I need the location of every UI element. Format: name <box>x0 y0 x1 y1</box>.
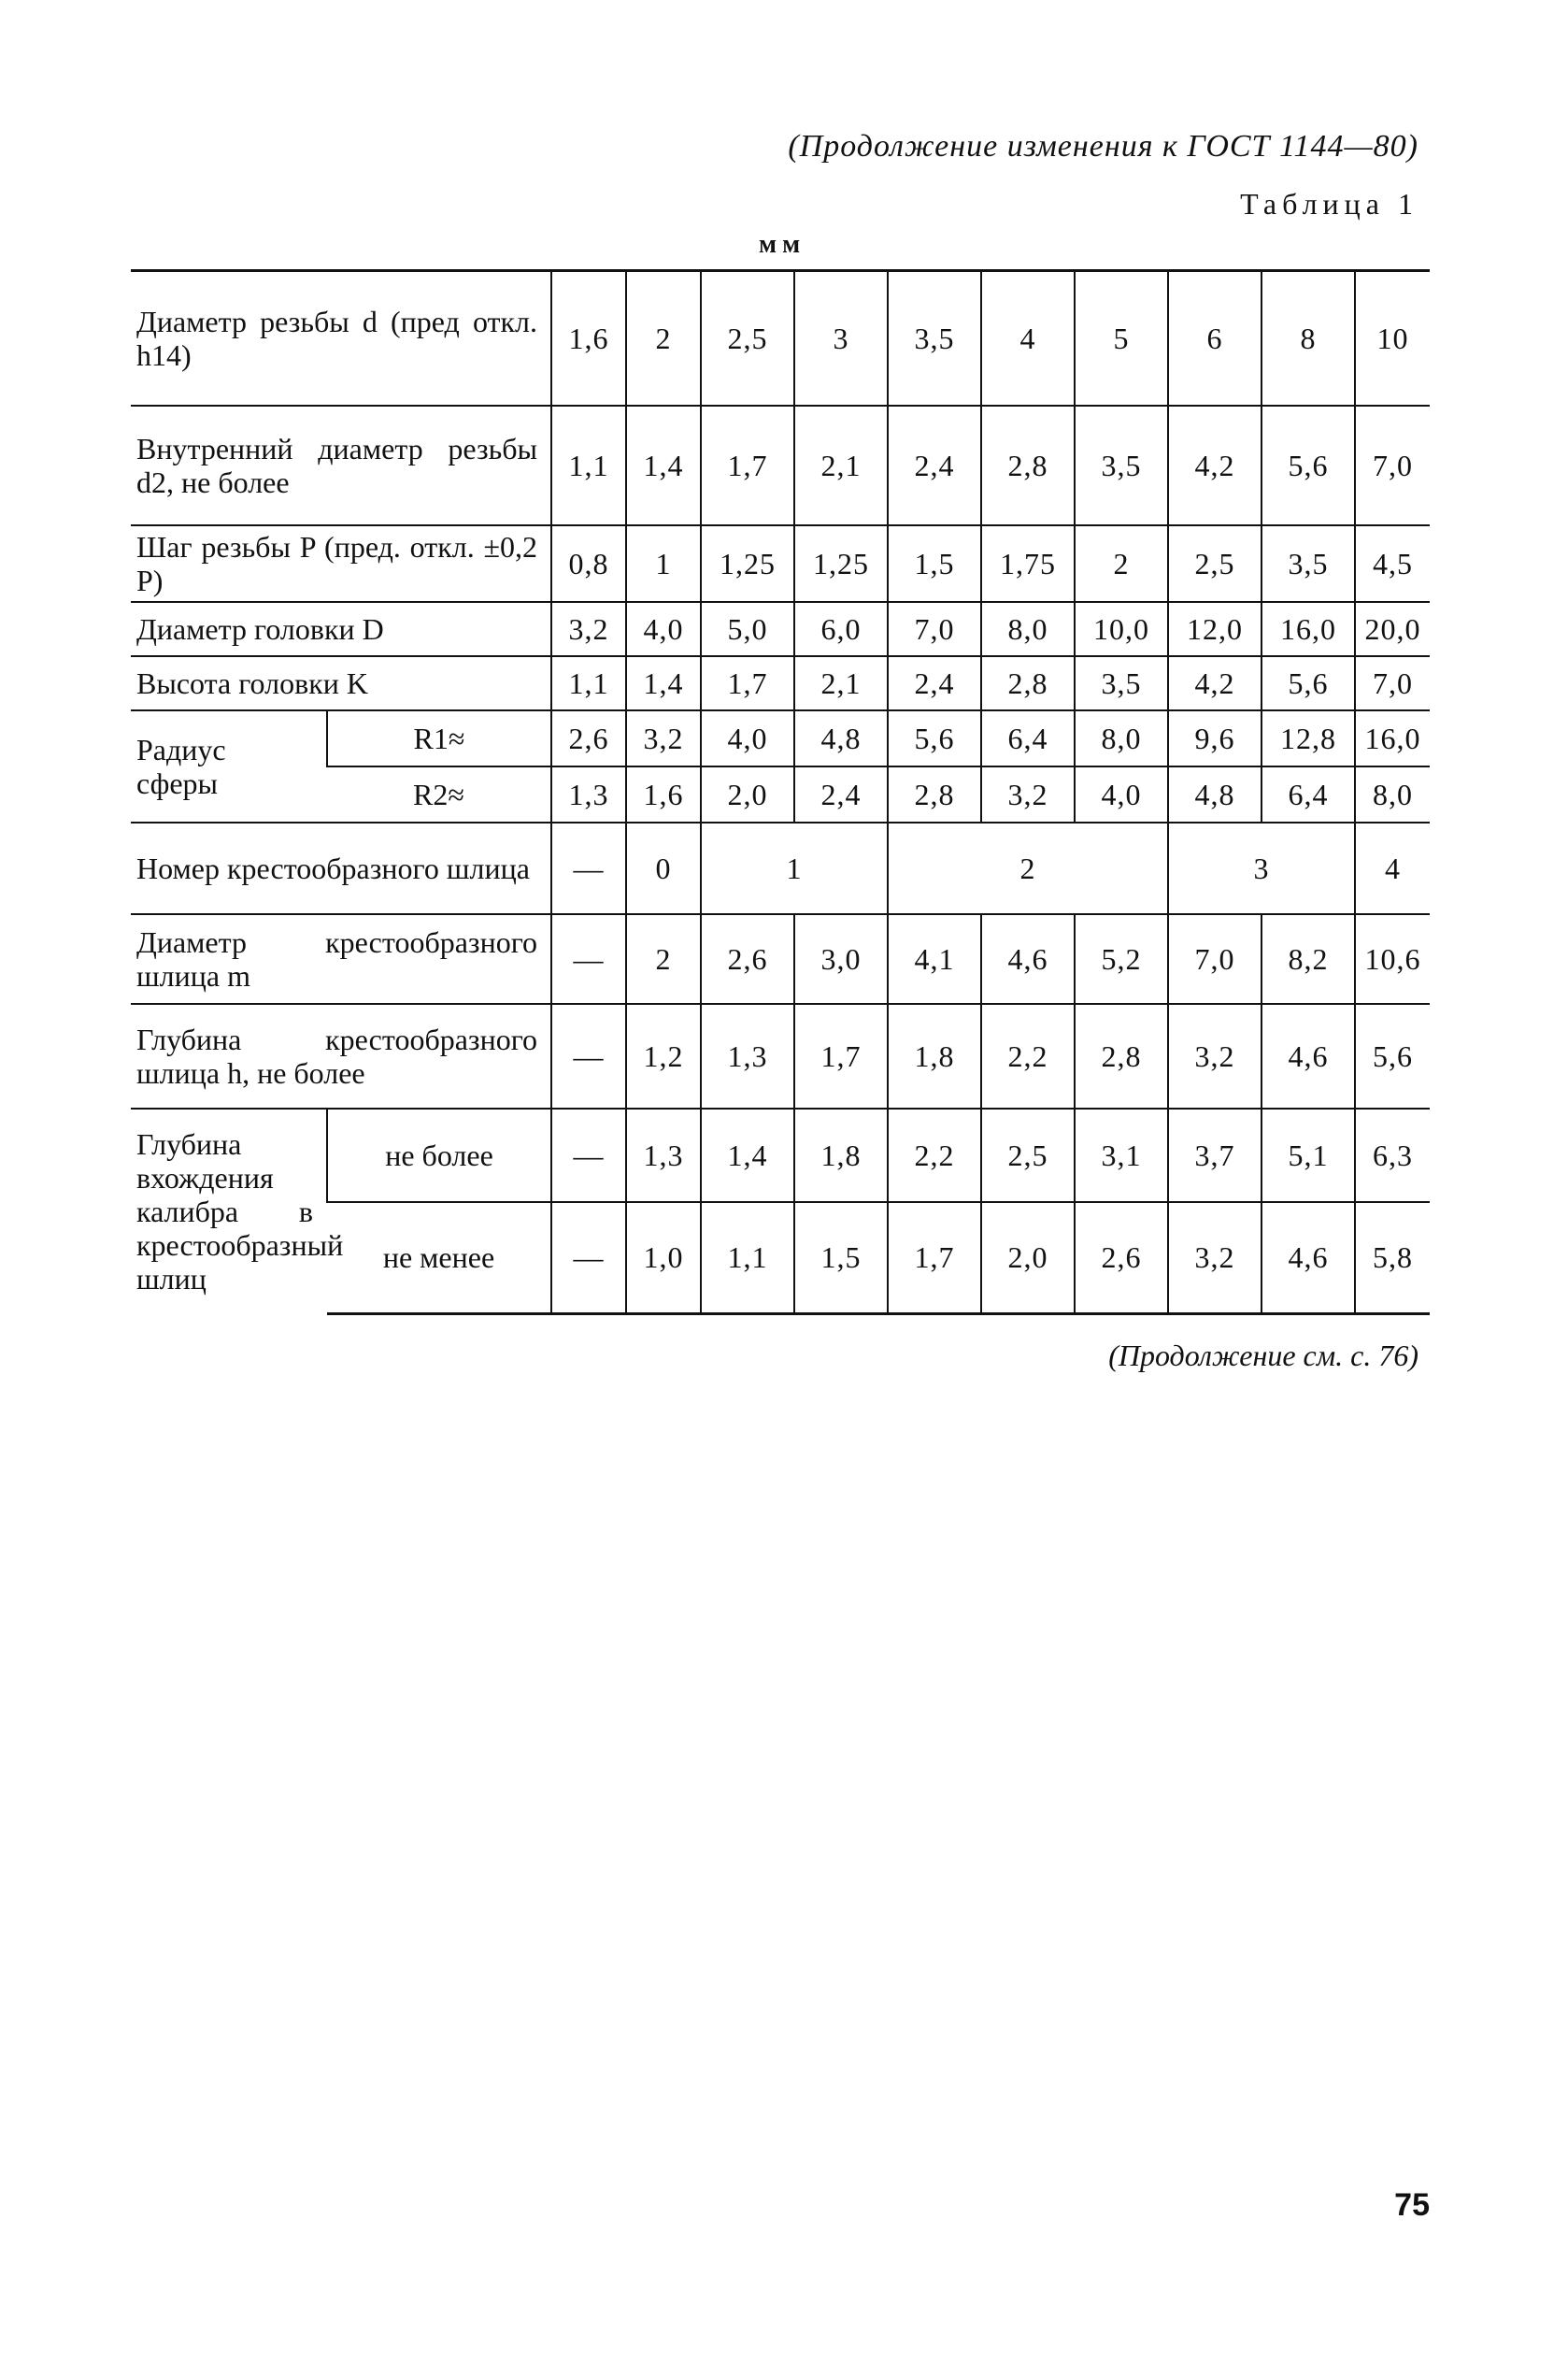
value-cell: 4,5 <box>1355 525 1430 602</box>
value-cell: 1,5 <box>888 525 981 602</box>
row-label: Внутренний диаметр резьбы d2, не более <box>131 406 551 525</box>
table-row <box>131 710 1430 766</box>
value-cell: 2,6 <box>701 914 794 1004</box>
value-cell: 16,0 <box>1262 602 1355 656</box>
value-cell: 2,6 <box>1075 1202 1168 1314</box>
value-cell: 6 <box>1168 271 1262 406</box>
table-row <box>131 271 1430 406</box>
sphere-radius-label: Радиус сферы <box>131 710 327 823</box>
row-label: Высота головки K <box>131 656 551 710</box>
value-cell: 3,5 <box>1262 525 1355 602</box>
value-cell: 2,8 <box>888 766 981 823</box>
value-cell: 1 <box>701 823 888 914</box>
value-cell: — <box>551 1202 626 1314</box>
value-cell: 3,1 <box>1075 1109 1168 1202</box>
value-cell: 4 <box>1355 823 1430 914</box>
value-cell: 1,8 <box>794 1109 888 1202</box>
value-cell: — <box>551 823 626 914</box>
value-cell: 4,6 <box>1262 1202 1355 1314</box>
value-cell: 8,0 <box>1075 710 1168 766</box>
value-cell: 5,1 <box>1262 1109 1355 1202</box>
value-cell: 4,0 <box>701 710 794 766</box>
value-cell: 7,0 <box>1168 914 1262 1004</box>
value-cell: 3 <box>1168 823 1355 914</box>
value-cell: 20,0 <box>1355 602 1430 656</box>
value-cell: 7,0 <box>1355 406 1430 525</box>
value-cell: 2,2 <box>981 1004 1075 1109</box>
value-cell: 2,2 <box>888 1109 981 1202</box>
value-cell: 3,2 <box>1168 1202 1262 1314</box>
value-cell: 6,3 <box>1355 1109 1430 1202</box>
value-cell: 2,1 <box>794 656 888 710</box>
value-cell: 3,2 <box>1168 1004 1262 1109</box>
gost-dimensions-table <box>131 269 1430 1315</box>
value-cell: 2 <box>626 271 701 406</box>
value-cell: 2,6 <box>551 710 626 766</box>
value-cell: 3,2 <box>551 602 626 656</box>
value-cell: 1,7 <box>794 1004 888 1109</box>
continuation-header: (Продолжение изменения к ГОСТ 1144—80) <box>788 129 1418 164</box>
value-cell: 8,2 <box>1262 914 1355 1004</box>
value-cell: 4,8 <box>1168 766 1262 823</box>
value-cell: 10 <box>1355 271 1430 406</box>
min-label: не менее <box>327 1202 551 1314</box>
table-row <box>131 1004 1430 1109</box>
value-cell: 2,8 <box>981 406 1075 525</box>
value-cell: 2,8 <box>981 656 1075 710</box>
row-label: Шаг резьбы P (пред. откл. ±0,2 P) <box>131 525 551 602</box>
value-cell: 1,5 <box>794 1202 888 1314</box>
value-cell: 8,0 <box>1355 766 1430 823</box>
gauge-depth-label: Глубина вхождения калибра в крестообразный шлиц <box>131 1109 327 1314</box>
value-cell: 2,5 <box>1168 525 1262 602</box>
value-cell: 1 <box>626 525 701 602</box>
value-cell: 10,0 <box>1075 602 1168 656</box>
table-row <box>131 406 1430 525</box>
value-cell: 1,1 <box>551 656 626 710</box>
value-cell: 3,2 <box>981 766 1075 823</box>
value-cell: 5,6 <box>1262 406 1355 525</box>
value-cell: 1,4 <box>626 406 701 525</box>
table-row <box>131 914 1430 1004</box>
r1-label: R1≈ <box>327 710 551 766</box>
value-cell: 4,8 <box>794 710 888 766</box>
value-cell: 6,4 <box>981 710 1075 766</box>
value-cell: 1,6 <box>626 766 701 823</box>
value-cell: 1,4 <box>626 656 701 710</box>
value-cell: 4,2 <box>1168 406 1262 525</box>
thread-diameter-label: Диаметр резьбы d (пред откл. h14) <box>131 271 551 406</box>
value-cell: 10,6 <box>1355 914 1430 1004</box>
value-cell: 2,4 <box>888 656 981 710</box>
value-cell: 1,7 <box>701 656 794 710</box>
value-cell: 1,1 <box>701 1202 794 1314</box>
value-cell: 6,4 <box>1262 766 1355 823</box>
value-cell: 1,7 <box>888 1202 981 1314</box>
value-cell: 3,0 <box>794 914 888 1004</box>
value-cell: 2 <box>626 914 701 1004</box>
value-cell: 4,6 <box>1262 1004 1355 1109</box>
table-row <box>131 525 1430 602</box>
value-cell: 2,1 <box>794 406 888 525</box>
value-cell: 3,2 <box>626 710 701 766</box>
value-cell: 2,5 <box>981 1109 1075 1202</box>
value-cell: 5,6 <box>1262 656 1355 710</box>
value-cell: 2 <box>888 823 1168 914</box>
r2-label: R2≈ <box>327 766 551 823</box>
value-cell: — <box>551 1109 626 1202</box>
value-cell: 1,2 <box>626 1004 701 1109</box>
value-cell: 0 <box>626 823 701 914</box>
value-cell: 1,25 <box>794 525 888 602</box>
value-cell: 1,0 <box>626 1202 701 1314</box>
value-cell: 1,25 <box>701 525 794 602</box>
value-cell: 2,4 <box>794 766 888 823</box>
value-cell: 1,3 <box>701 1004 794 1109</box>
value-cell: 1,7 <box>701 406 794 525</box>
value-cell: 7,0 <box>888 602 981 656</box>
value-cell: 8 <box>1262 271 1355 406</box>
value-cell: 8,0 <box>981 602 1075 656</box>
value-cell: 5,6 <box>1355 1004 1430 1109</box>
value-cell: 9,6 <box>1168 710 1262 766</box>
value-cell: 4 <box>981 271 1075 406</box>
value-cell: 5,2 <box>1075 914 1168 1004</box>
value-cell: 5 <box>1075 271 1168 406</box>
value-cell: 5,6 <box>888 710 981 766</box>
value-cell: 1,4 <box>701 1109 794 1202</box>
value-cell: 0,8 <box>551 525 626 602</box>
value-cell: — <box>551 914 626 1004</box>
row-label: Диаметр головки D <box>131 602 551 656</box>
value-cell: 4,0 <box>1075 766 1168 823</box>
table-row <box>131 656 1430 710</box>
unit-label: мм <box>759 230 806 259</box>
value-cell: 2 <box>1075 525 1168 602</box>
value-cell: 3,5 <box>1075 656 1168 710</box>
value-cell: 1,8 <box>888 1004 981 1109</box>
value-cell: 2,5 <box>701 271 794 406</box>
value-cell: 4,6 <box>981 914 1075 1004</box>
table-row <box>131 602 1430 656</box>
value-cell: 7,0 <box>1355 656 1430 710</box>
value-cell: 1,75 <box>981 525 1075 602</box>
slot-number-label: Номер крестообразного шлица <box>131 823 551 914</box>
value-cell: 4,0 <box>626 602 701 656</box>
value-cell: 3,5 <box>888 271 981 406</box>
value-cell: 2,0 <box>981 1202 1075 1314</box>
row-label: Глубина крестообразного шлица h, не более <box>131 1004 551 1109</box>
value-cell: 4,1 <box>888 914 981 1004</box>
value-cell: 4,2 <box>1168 656 1262 710</box>
max-label: не более <box>327 1109 551 1202</box>
value-cell: 3 <box>794 271 888 406</box>
continuation-footer: (Продолжение см. с. 76) <box>1108 1339 1418 1372</box>
value-cell: 5,8 <box>1355 1202 1430 1314</box>
value-cell: 2,0 <box>701 766 794 823</box>
table-row <box>131 823 1430 914</box>
table-row <box>131 1109 1430 1202</box>
row-label: Диаметр крестообразного шлица m <box>131 914 551 1004</box>
page-number: 75 <box>1394 2187 1430 2223</box>
table-caption: Таблица 1 <box>1240 187 1418 221</box>
value-cell: 2,8 <box>1075 1004 1168 1109</box>
value-cell: 6,0 <box>794 602 888 656</box>
value-cell: 1,6 <box>551 271 626 406</box>
value-cell: — <box>551 1004 626 1109</box>
value-cell: 3,5 <box>1075 406 1168 525</box>
value-cell: 3,7 <box>1168 1109 1262 1202</box>
value-cell: 2,4 <box>888 406 981 525</box>
value-cell: 16,0 <box>1355 710 1430 766</box>
value-cell: 1,3 <box>626 1109 701 1202</box>
value-cell: 1,1 <box>551 406 626 525</box>
value-cell: 12,8 <box>1262 710 1355 766</box>
value-cell: 12,0 <box>1168 602 1262 656</box>
value-cell: 1,3 <box>551 766 626 823</box>
value-cell: 5,0 <box>701 602 794 656</box>
